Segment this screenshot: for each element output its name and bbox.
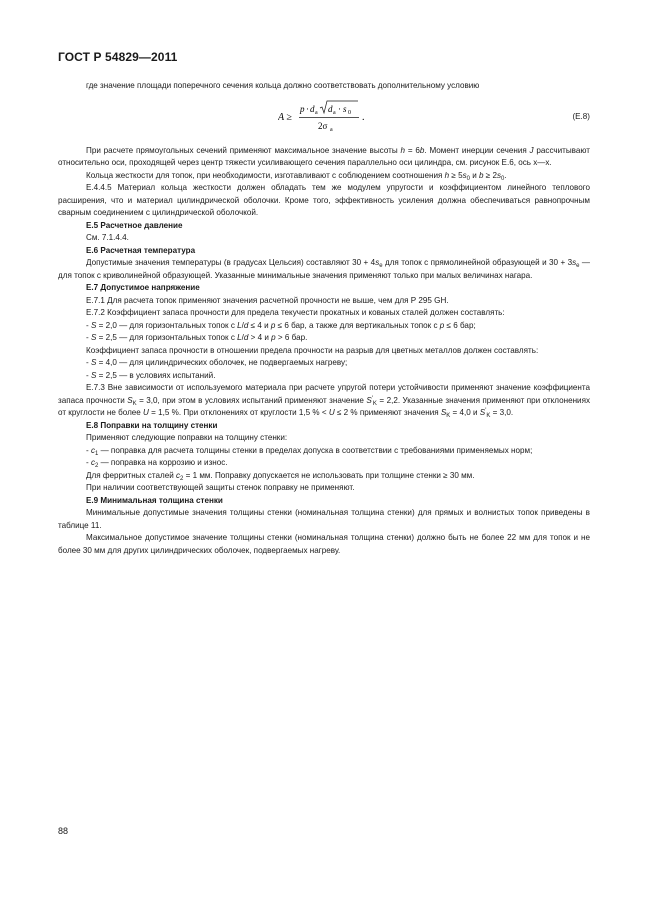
heading-e7: Е.7 Допустимое напряжение [86,283,200,292]
formula-den: 2σ [318,120,328,131]
page-number: 88 [58,826,69,836]
paragraph-e9: Минимальные допустимые значения толщины стенки (номинальная толщина стенки) для прямых и волнистых топок приведены в таблице 11. [58,508,590,530]
paragraph-ferritic: Для ферритных сталей $c_2 = 1$ мм. Поправку допускается не использовать при толщине стенки ≥ 30 мм. [86,470,475,482]
formula-num-d-sub: a [315,109,318,116]
paragraph-e71: Е.7.1 Для расчета топок применяют значения расчетной прочности не выше, чем для Р 295 GH. [86,295,449,305]
formula-inner-d: d [328,103,333,114]
paragraph-rect-sections: При расчете прямоугольных сечений применяют максимальное значение высоты h = 6b. Момент инерции сечения J рассчитывают относительно оси, проходящей через центр тяжести усиливающего сечения параллельно оси цилиндра, см. рисунок Е.6, ось x—x. [58,145,590,167]
formula-inner-s-sub: 0 [348,109,351,116]
document-header: ГОСТ Р 54829—2011 [58,50,178,64]
paragraph-e8: Применяют следующие поправки на толщину стенки: [86,433,288,442]
paragraph-tensile: Коэффициент запаса прочности в отношении предела прочности на разрыв для цветных металлов должен составлять: [86,345,539,355]
formula-dot-2: · [338,103,341,114]
heading-e5: Е.5 Расчетное давление [86,220,183,230]
formula-inner-d-sub: a [333,109,336,116]
paragraph-protection: При наличии соответствующей защиты стенок поправку не применяют. [86,483,355,492]
document-body [58,80,590,557]
paragraph-e73: Е.7.3 Вне зависимости от используемого материала при расчете упругой потери устойчивости применяют значение коэффициента запаса прочности $S_K = 3,0$, при этом в условиях испытаний применяют значение $S'_K = 2,2$. Указанные значения применяют при отклонениях от круглости не более U = 1,5 %. При отклонениях от круглости 1,5 % < U ≤ 2 % применяют значения $S_K = 4,0$ и $S'_K = 3,0$. [58,383,591,419]
formula-inner-s: s [343,103,347,114]
list-item: - S = 4,0 — для цилиндрических оболочек, не подвергаемых нагреву; [86,358,348,367]
formula-den-sub: a [330,126,333,133]
list-item: - S = 2,5 — для горизонтальных топок с L/d > 4 и p > 6 бар. [86,333,308,342]
paragraph-e445: Е.4.4.5 Материал кольца жесткости должен обладать тем же модулем упругости и коэффициентом линейного теплового расширения, что и материал цилиндрической оболочки. Кроме того, эффективность усиления должна обеспечиваться равнопрочным сварным соединением с цилиндрической оболочкой. [58,183,590,217]
heading-e9: Е.9 Минимальная толщина стенки [86,495,223,505]
list-item: - $c_1$ — поправка для расчета толщины стенки в пределах допуска в соответствии с требованиями применяемых норм; [86,445,533,457]
paragraph-e5: См. 7.1.4.4. [86,233,129,242]
formula-number: (Е.8) [572,111,590,121]
formula-expression [278,99,408,137]
heading-e8: Е.8 Поправки на толщину стенки [86,420,218,430]
paragraph-e6: Допустимые значения температуры (в градусах Цельсия) составляют $30 + 4s_e$ для топок с прямолинейной образующей и $30 + 3s_e$ — для топок с криволинейной образующей. Указанные минимальные значения применяют только при малых величинах нагара. [58,258,590,280]
list-item: - S = 2,0 — для горизонтальных топок с L/d ≤ 4 и p ≤ 6 бар, а также для вертикальных топок с p ≤ 6 бар; [86,320,476,330]
paragraph-max-thickness: Максимальное допустимое значение толщины стенки (номинальная толщина стенки) должно быть не более 22 мм для топок и не более 30 мм для других цилиндрических оболочек, подвергаемых нагреву. [58,533,590,555]
formula-e8 [58,97,590,139]
paragraph-e72: Е.7.2 Коэффициент запаса прочности для предела текучести прокатных и кованых сталей должен составлять: [86,308,505,317]
list-item: - S = 2,5 — в условиях испытаний. [86,370,216,380]
paragraph-stiffening-rings: Кольца жесткости для топок, при необходимости, изготавливают с соблюдением соотношения $h \ge 5s_0$ и $b \ge 2s_0$. [86,170,507,182]
formula-period: . [362,111,365,123]
formula-num-d: d [310,103,315,114]
formula-lhs: A ≥ [278,111,292,123]
paragraph-intro [58,80,590,93]
heading-e6: Е.6 Расчетная температура [86,245,196,255]
formula-dot: · [306,103,309,114]
list-item: - $c_2$ — поправка на коррозию и износ. [86,458,228,469]
formula-num-p: p [300,103,305,114]
paragraph-text: где значение площади поперечного сечения кольца должно соответствовать дополнительному условию [86,81,480,90]
